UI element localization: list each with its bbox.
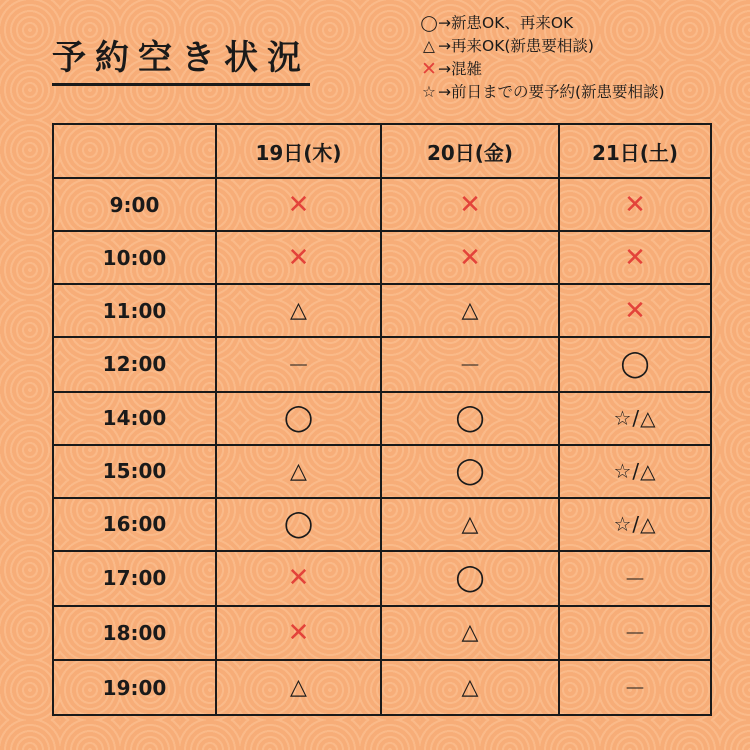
dash-mark: － xyxy=(287,353,310,379)
time-slot-label: 18:00 xyxy=(53,606,216,661)
availability-cell xyxy=(216,551,381,606)
cross-icon: ✕ xyxy=(624,189,646,220)
legend-text: →混雑 xyxy=(438,60,482,78)
availability-cell xyxy=(381,551,559,606)
time-slot-label: 12:00 xyxy=(53,337,216,392)
table-row xyxy=(53,498,711,551)
cross-icon: ✕ xyxy=(459,242,481,273)
time-slot-label: 19:00 xyxy=(53,660,216,715)
time-slot-label: 17:00 xyxy=(53,551,216,606)
triangle-icon: △ xyxy=(461,298,479,324)
time-slot-label: 15:00 xyxy=(53,445,216,498)
table-header-row xyxy=(53,124,711,178)
availability-cell xyxy=(381,445,559,498)
availability-cell xyxy=(559,392,711,445)
cross-icon: ✕ xyxy=(287,563,310,594)
star-triangle-mark: ☆/△ xyxy=(613,405,657,430)
column-header-19: 19日(木) xyxy=(216,124,381,178)
availability-cell xyxy=(559,178,711,231)
table-row xyxy=(53,284,711,337)
triangle-icon: △ xyxy=(290,458,307,484)
availability-cell xyxy=(381,660,559,715)
table-row xyxy=(53,660,711,715)
availability-cell xyxy=(559,337,711,392)
time-slot-label: 16:00 xyxy=(53,498,216,551)
circle-icon: ◯ xyxy=(455,563,485,594)
circle-icon: ◯ xyxy=(455,456,485,487)
dash-mark: － xyxy=(623,567,646,593)
circle-icon: ◯ xyxy=(283,403,314,434)
availability-cell xyxy=(559,231,711,284)
availability-cell xyxy=(559,445,711,498)
time-slot-label: 10:00 xyxy=(53,231,216,284)
availability-cell xyxy=(381,498,559,551)
table-row xyxy=(53,551,711,606)
page-title: 予約空き状況 xyxy=(52,30,310,86)
circle-icon: ◯ xyxy=(283,509,314,540)
availability-cell xyxy=(559,606,711,661)
availability-cell xyxy=(381,606,559,661)
table-row xyxy=(53,178,711,231)
table-row xyxy=(53,231,711,284)
time-slot-label: 14:00 xyxy=(53,392,216,445)
triangle-icon: △ xyxy=(461,620,479,646)
legend-item-triangle xyxy=(420,35,665,58)
availability-cell xyxy=(381,231,559,284)
legend-text: →前日までの要予約(新患要相談) xyxy=(438,83,665,101)
availability-cell xyxy=(216,606,381,661)
availability-cell xyxy=(559,498,711,551)
cross-icon: ✕ xyxy=(624,242,646,273)
column-header-20: 20日(金) xyxy=(381,124,559,178)
availability-cell xyxy=(216,231,381,284)
availability-cell xyxy=(559,551,711,606)
availability-cell xyxy=(559,284,711,337)
corner-cell xyxy=(53,124,216,178)
time-slot-label: 11:00 xyxy=(53,284,216,337)
cross-icon: ✕ xyxy=(459,189,481,220)
cross-icon: ✕ xyxy=(421,58,437,80)
triangle-icon: △ xyxy=(290,675,307,701)
availability-cell xyxy=(216,337,381,392)
legend-item-cross xyxy=(420,58,665,81)
availability-cell xyxy=(216,445,381,498)
dash-mark: － xyxy=(458,353,481,379)
availability-cell xyxy=(381,284,559,337)
table-row xyxy=(53,337,711,392)
availability-cell xyxy=(381,392,559,445)
availability-cell xyxy=(216,392,381,445)
table-row xyxy=(53,445,711,498)
availability-cell xyxy=(216,178,381,231)
cross-icon: ✕ xyxy=(287,242,310,273)
column-header-21: 21日(土) xyxy=(559,124,711,178)
legend-text: →再来OK(新患要相談) xyxy=(438,37,594,55)
availability-cell xyxy=(216,660,381,715)
star-triangle-mark: ☆/△ xyxy=(613,458,657,483)
availability-cell xyxy=(381,337,559,392)
triangle-icon: △ xyxy=(461,675,479,701)
dash-mark: － xyxy=(623,677,646,703)
star-triangle-mark: ☆/△ xyxy=(613,511,657,536)
availability-table xyxy=(52,123,712,716)
triangle-icon: △ xyxy=(461,511,479,537)
availability-cell xyxy=(216,284,381,337)
legend-item-circle xyxy=(420,12,665,35)
legend xyxy=(420,12,665,104)
cross-icon: ✕ xyxy=(287,617,310,648)
cross-icon: ✕ xyxy=(287,189,310,220)
dash-mark: － xyxy=(623,622,646,648)
triangle-icon: △ xyxy=(290,298,307,324)
cross-icon: ✕ xyxy=(624,295,646,326)
availability-cell xyxy=(381,178,559,231)
availability-cell xyxy=(559,660,711,715)
circle-icon: ◯ xyxy=(420,14,438,32)
legend-item-star xyxy=(420,81,665,104)
circle-icon: ◯ xyxy=(455,403,485,434)
table-row xyxy=(53,606,711,661)
circle-icon: ◯ xyxy=(620,349,650,380)
table-row xyxy=(53,392,711,445)
time-slot-label: 9:00 xyxy=(53,178,216,231)
triangle-icon: △ xyxy=(423,37,435,55)
star-icon: ☆ xyxy=(422,83,436,101)
legend-text: →新患OK、再来OK xyxy=(438,14,574,32)
availability-cell xyxy=(216,498,381,551)
